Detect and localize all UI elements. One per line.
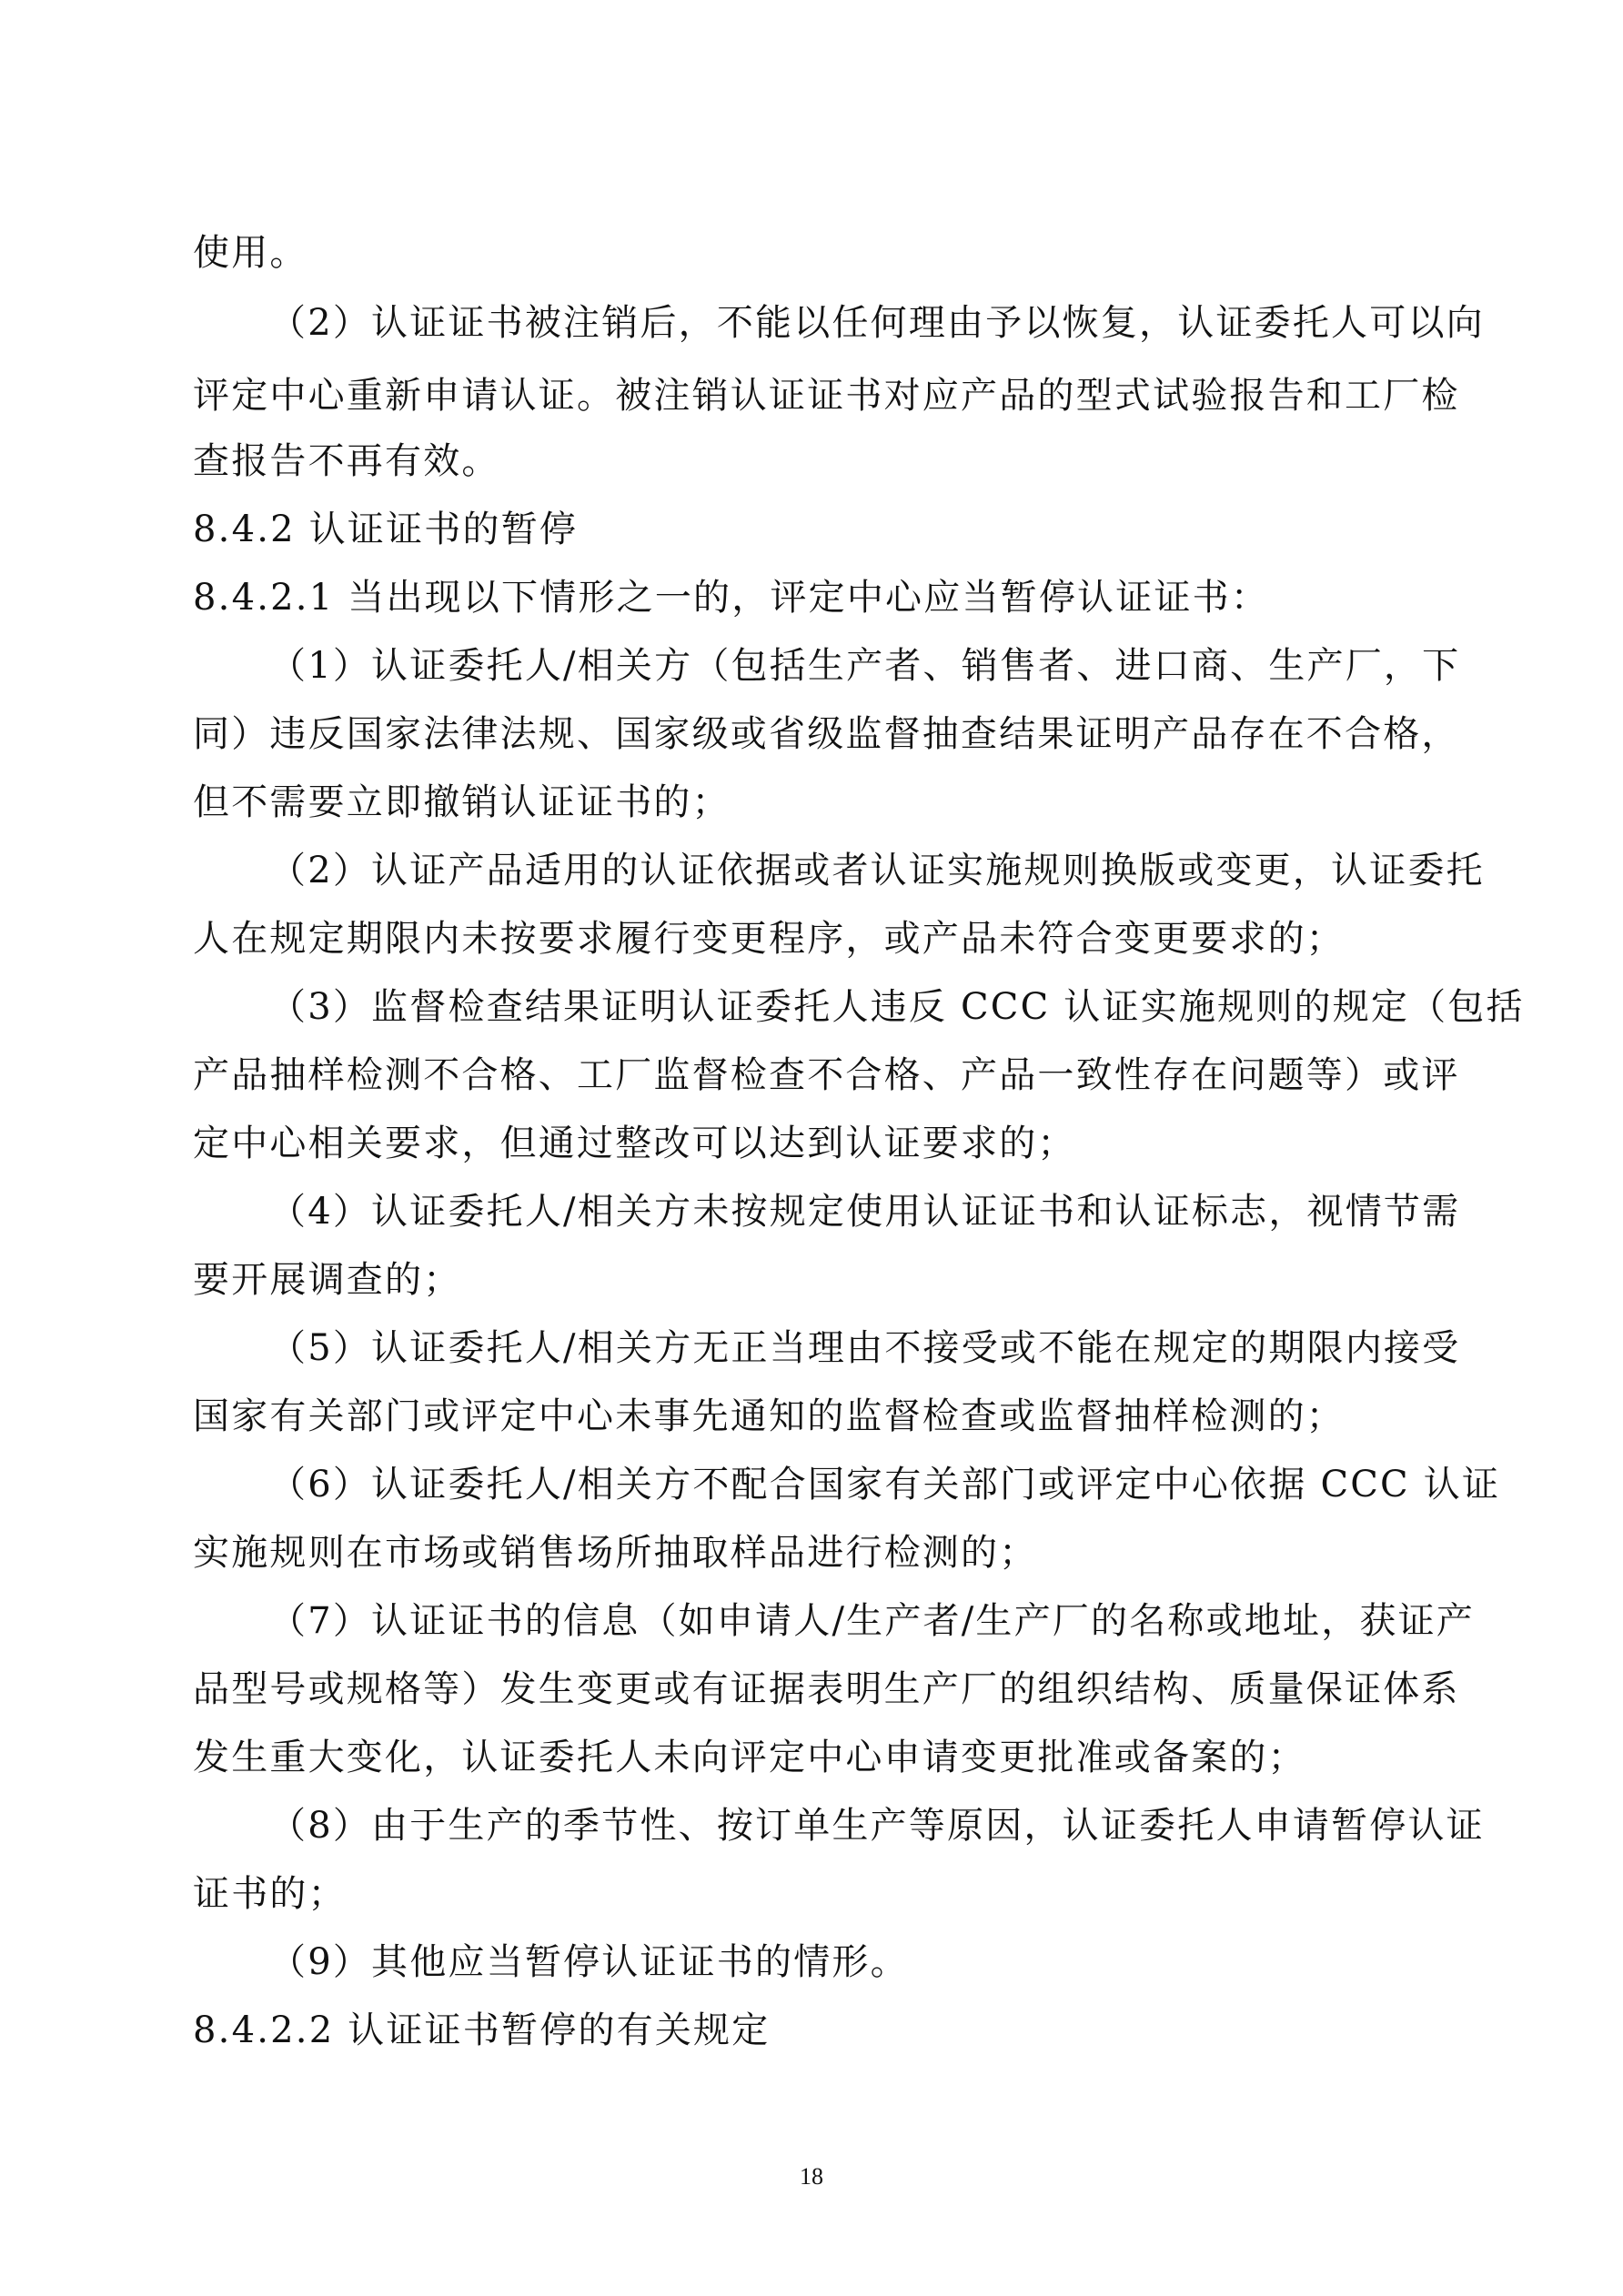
text-line: 要开展调查的； [193,1259,462,1301]
list-item-line: （6）认证委托人/相关方不配合国家有关部门或评定中心依据 CCC 认证 [269,1464,1501,1505]
subsection-heading: 8.4.2.2 认证证书暂停的有关规定 [193,2009,771,2051]
text-line: 同）违反国家法律法规、国家级或省级监督抽查结果证明产品存在不合格， [193,713,1460,755]
subsection-heading: 8.4.2.1 当出现以下情形之一的，评定中心应当暂停认证证书： [193,577,1270,619]
text-line: 评定中心重新申请认证。被注销认证证书对应产品的型式试验报告和工厂检 [193,375,1460,417]
text-line: 使用。 [193,232,308,274]
list-item-line: （7）认证证书的信息（如申请人/生产者/生产厂的名称或地址，获证产 [269,1600,1476,1642]
list-item-line: （8）由于生产的季节性、按订单生产等原因，认证委托人申请暂停认证 [269,1805,1485,1847]
text-line: 产品抽样检测不合格、工厂监督检查不合格、产品一致性存在问题等）或评 [193,1054,1460,1096]
text-line: 证书的； [193,1873,347,1915]
list-item-line: （2）认证产品适用的认证依据或者认证实施规则换版或变更，认证委托 [269,850,1485,891]
list-item-line: （1）认证委托人/相关方（包括生产者、销售者、进口商、生产厂，下 [269,645,1461,687]
text-line: 定中心相关要求，但通过整改可以达到认证要求的； [193,1123,1076,1164]
text-line: 国家有关部门或评定中心未事先通知的监督检查或监督抽样检测的； [193,1395,1345,1437]
paragraph-line: （2）认证证书被注销后，不能以任何理由予以恢复，认证委托人可以向 [269,302,1485,344]
list-item-line: （5）认证委托人/相关方无正当理由不接受或不能在规定的期限内接受 [269,1327,1461,1369]
list-item-line: （3）监督检查结果证明认证委托人违反 CCC 认证实施规则的规定（包括 [269,986,1525,1028]
section-heading: 8.4.2 认证证书的暂停 [193,509,579,550]
list-item-line: （9）其他应当暂停认证证书的情形。 [269,1941,909,1983]
text-line: 实施规则在市场或销售场所抽取样品进行检测的； [193,1532,1038,1574]
text-line: 人在规定期限内未按要求履行变更程序，或产品未符合变更要求的； [193,918,1345,960]
text-line: 查报告不再有效。 [193,440,500,482]
text-line: 但不需要立即撤销认证证书的； [193,781,731,823]
page-number: 18 [800,2163,823,2190]
text-line: 品型号或规格等）发生变更或有证据表明生产厂的组织结构、质量保证体系 [193,1668,1460,1710]
list-item-line: （4）认证委托人/相关方未按规定使用认证证书和认证标志，视情节需 [269,1191,1461,1233]
text-line: 发生重大变化，认证委托人未向评定中心申请变更批准或备案的； [193,1737,1306,1778]
